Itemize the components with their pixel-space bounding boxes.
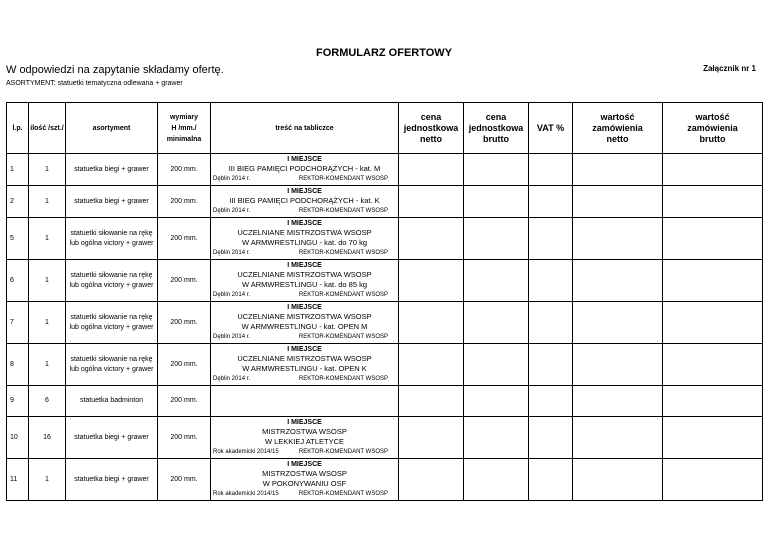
row-order-gross <box>663 218 763 260</box>
row-gross-price <box>464 344 529 386</box>
row-qty: 1 <box>29 154 66 186</box>
plate-content <box>211 344 398 385</box>
dim-header-line-3: minimalna <box>166 135 202 143</box>
plate-place-title: I MIEJSCE <box>287 220 322 227</box>
plate-place-date: Dęblin 2014 r. <box>213 334 251 340</box>
table-row <box>7 260 763 302</box>
plate-line: UCZELNIANE MISTRZOSTWA WSOSP <box>237 270 372 279</box>
plate-place-date: Dęblin 2014 r. <box>213 250 251 256</box>
row-vat <box>529 344 573 386</box>
plate-place-title: I MIEJSCE <box>287 346 322 353</box>
row-order-gross <box>663 344 763 386</box>
table-row <box>7 302 763 344</box>
col-order-net-header <box>573 103 663 154</box>
row-lp: 1 <box>7 154 29 186</box>
row-qty: 1 <box>29 302 66 344</box>
annex-label: Załącznik nr 1 <box>703 64 756 73</box>
plate-content <box>211 154 398 185</box>
row-item: statuetka biegi + grawer <box>66 459 158 501</box>
offer-table <box>6 102 763 501</box>
plate-signature: REKTOR-KOMENDANT WSOSP <box>298 376 388 382</box>
gross-price-line-1: cena <box>485 111 507 122</box>
plate-line: W ARMWRESTLINGU - kat. OPEN M <box>241 322 368 331</box>
row-qty: 1 <box>29 218 66 260</box>
col-net-price-header <box>399 103 464 154</box>
gross-price-line-2: jednostkowa <box>468 122 524 133</box>
net-price-line-2: jednostkowa <box>403 122 459 133</box>
plate <box>211 154 398 185</box>
row-order-net <box>573 344 663 386</box>
plate-footer <box>213 333 396 341</box>
table-header-row <box>7 103 763 154</box>
table-row <box>7 154 763 186</box>
row-lp: 2 <box>7 186 29 218</box>
row-gross-price <box>464 386 529 417</box>
plate <box>211 260 398 301</box>
row-dim: 200 mm. <box>158 302 211 344</box>
row-vat <box>529 260 573 302</box>
plate-line: UCZELNIANE MISTRZOSTWA WSOSP <box>237 228 372 237</box>
order-net-line-2: zamówienia <box>592 122 643 133</box>
row-gross-price <box>464 218 529 260</box>
row-item: statuetka biegi + grawer <box>66 186 158 218</box>
row-qty: 16 <box>29 417 66 459</box>
row-net-price <box>399 386 464 417</box>
row-qty: 1 <box>29 344 66 386</box>
plate-place-date: Dęblin 2014 r. <box>213 292 251 298</box>
plate <box>211 417 398 458</box>
row-item: statuetki siłowanie na rękę lub ogólna victory + grawer <box>66 302 158 344</box>
plate-signature: REKTOR-KOMENDANT WSOSP <box>298 334 388 340</box>
row-lp: 9 <box>7 386 29 417</box>
row-vat <box>529 417 573 459</box>
plate-footer <box>213 175 396 183</box>
row-item: statuetka biegi + grawer <box>66 154 158 186</box>
order-gross-line-1: wartość <box>695 111 730 122</box>
row-net-price <box>399 186 464 218</box>
row-net-price <box>399 344 464 386</box>
order-gross-line-2: zamówienia <box>687 122 738 133</box>
col-order-gross-header <box>663 103 763 154</box>
row-net-price <box>399 417 464 459</box>
plate-line: III BIEG PAMIĘCI PODCHORĄŻYCH - kat. K <box>229 196 380 205</box>
row-order-gross <box>663 154 763 186</box>
row-net-price <box>399 218 464 260</box>
row-order-net <box>573 302 663 344</box>
row-vat <box>529 302 573 344</box>
form-title: FORMULARZ OFERTOWY <box>315 47 453 59</box>
col-vat-header: VAT % <box>529 103 573 154</box>
row-order-net <box>573 260 663 302</box>
plate-signature: REKTOR-KOMENDANT WSOSP <box>298 208 388 214</box>
plate-place-date: Rok akademicki 2014/15 <box>213 491 279 497</box>
plate-line: W ARMWRESTLINGU - kat. do 70 kg <box>241 238 368 247</box>
plate-place-title: I MIEJSCE <box>287 419 322 426</box>
plate-place-date: Dęblin 2014 r. <box>213 208 251 214</box>
row-qty: 1 <box>29 260 66 302</box>
plate-content <box>211 186 398 217</box>
row-gross-price <box>464 459 529 501</box>
row-plate-text <box>211 459 399 501</box>
order-net-line-1: wartość <box>600 111 635 122</box>
row-vat <box>529 459 573 501</box>
row-vat <box>529 386 573 417</box>
plate <box>211 186 398 217</box>
row-plate-text <box>211 260 399 302</box>
row-plate-text <box>211 386 399 417</box>
row-net-price <box>399 459 464 501</box>
plate-place-title: I MIEJSCE <box>287 304 322 311</box>
row-lp: 11 <box>7 459 29 501</box>
plate-content <box>211 417 398 458</box>
col-lp-header: l.p. <box>7 103 29 154</box>
table-row <box>7 417 763 459</box>
plate-signature: REKTOR-KOMENDANT WSOSP <box>298 250 388 256</box>
plate-line: W LEKKIEJ ATLETYCE <box>264 437 345 446</box>
table-row <box>7 218 763 260</box>
net-price-line-3: netto <box>420 133 442 144</box>
plate-footer <box>213 375 396 383</box>
plate-signature: REKTOR-KOMENDANT WSOSP <box>298 449 388 455</box>
col-item-header: asortyment <box>66 103 158 154</box>
plate-line: W ARMWRESTLINGU - kat. do 85 kg <box>241 280 368 289</box>
row-vat <box>529 218 573 260</box>
plate-footer <box>213 207 396 215</box>
plate-line: W POKONYWANIU OSF <box>262 479 347 488</box>
order-net-line-3: netto <box>606 133 629 144</box>
dim-header-line-2: H /mm./ <box>171 124 197 132</box>
plate-line: UCZELNIANE MISTRZOSTWA WSOSP <box>237 312 372 321</box>
plate-place-title: I MIEJSCE <box>287 262 322 269</box>
row-plate-text <box>211 417 399 459</box>
row-order-gross <box>663 260 763 302</box>
row-order-net <box>573 218 663 260</box>
row-vat <box>529 154 573 186</box>
row-order-gross <box>663 459 763 501</box>
row-dim: 200 mm. <box>158 459 211 501</box>
row-item: statuetki siłowanie na rękę lub ogólna victory + grawer <box>66 218 158 260</box>
row-dim: 200 mm. <box>158 154 211 186</box>
row-qty: 1 <box>29 459 66 501</box>
net-price-line-1: cena <box>420 111 442 122</box>
row-gross-price <box>464 260 529 302</box>
row-plate-text <box>211 218 399 260</box>
row-plate-text <box>211 186 399 218</box>
plate-place-title: I MIEJSCE <box>287 156 322 163</box>
row-order-net <box>573 386 663 417</box>
plate-content <box>211 260 398 301</box>
row-item: statuetki siłowanie na rękę lub ogólna victory + grawer <box>66 344 158 386</box>
table-row <box>7 459 763 501</box>
row-plate-text <box>211 302 399 344</box>
row-net-price <box>399 302 464 344</box>
row-order-net <box>573 459 663 501</box>
row-lp: 5 <box>7 218 29 260</box>
plate-signature: REKTOR-KOMENDANT WSOSP <box>298 491 388 497</box>
plate-line: III BIEG PAMIĘCI PODCHORĄŻYCH - kat. M <box>228 164 381 173</box>
row-order-net <box>573 154 663 186</box>
plate-content <box>211 413 398 416</box>
plate-footer <box>213 448 396 456</box>
row-dim: 200 mm. <box>158 186 211 218</box>
row-order-gross <box>663 417 763 459</box>
plate <box>211 302 398 343</box>
row-order-net <box>573 186 663 218</box>
row-plate-text <box>211 154 399 186</box>
row-dim: 200 mm. <box>158 260 211 302</box>
row-lp: 6 <box>7 260 29 302</box>
row-item: statuetki siłowanie na rękę lub ogólna victory + grawer <box>66 260 158 302</box>
row-dim: 200 mm. <box>158 417 211 459</box>
plate-place-title: I MIEJSCE <box>287 188 322 195</box>
plate-place-title: I MIEJSCE <box>287 461 322 468</box>
plate-footer <box>213 291 396 299</box>
plate <box>211 459 398 500</box>
row-order-net <box>573 417 663 459</box>
plate-place-date: Rok akademicki 2014/15 <box>213 449 279 455</box>
dim-header-line-1: wymiary <box>169 113 199 121</box>
table-row <box>7 386 763 417</box>
plate-signature: REKTOR-KOMENDANT WSOSP <box>298 176 388 182</box>
plate <box>211 413 398 416</box>
row-vat <box>529 186 573 218</box>
row-dim: 200 mm. <box>158 218 211 260</box>
row-plate-text <box>211 344 399 386</box>
table-row <box>7 186 763 218</box>
plate-footer <box>213 249 396 257</box>
col-dim-header <box>158 103 211 154</box>
intro-text: W odpowiedzi na zapytanie składamy ofertę. <box>6 64 224 76</box>
row-gross-price <box>464 417 529 459</box>
row-gross-price <box>464 154 529 186</box>
plate-place-date: Dęblin 2014 r. <box>213 376 251 382</box>
plate-line: MISTRZOSTWA WSOSP <box>262 469 347 478</box>
plate-content <box>211 459 398 500</box>
row-net-price <box>399 154 464 186</box>
plate-footer <box>213 490 396 498</box>
row-dim: 200 mm. <box>158 386 211 417</box>
row-order-gross <box>663 186 763 218</box>
row-lp: 8 <box>7 344 29 386</box>
table-row <box>7 344 763 386</box>
row-net-price <box>399 260 464 302</box>
row-order-gross <box>663 302 763 344</box>
plate-content <box>211 302 398 343</box>
gross-price-line-3: brutto <box>483 133 509 144</box>
plate-place-date: Dęblin 2014 r. <box>213 176 251 182</box>
row-dim: 200 mm. <box>158 344 211 386</box>
row-lp: 7 <box>7 302 29 344</box>
row-qty: 1 <box>29 186 66 218</box>
plate <box>211 218 398 259</box>
row-order-gross <box>663 386 763 417</box>
plate-line: W ARMWRESTLINGU - kat. OPEN K <box>242 364 367 373</box>
plate-content <box>211 218 398 259</box>
plate-line: UCZELNIANE MISTRZOSTWA WSOSP <box>237 354 372 363</box>
col-text-header: treść na tabliczce <box>211 103 399 154</box>
row-item: statuetka biegi + grawer <box>66 417 158 459</box>
plate <box>211 344 398 385</box>
plate-signature: REKTOR-KOMENDANT WSOSP <box>298 292 388 298</box>
col-gross-price-header <box>464 103 529 154</box>
row-gross-price <box>464 186 529 218</box>
subject-line: ASORTYMENT: statuetki tematyczna odlewana + grawer <box>6 80 183 87</box>
plate-line: MISTRZOSTWA WSOSP <box>262 427 347 436</box>
row-item: statuetka badminton <box>66 386 158 417</box>
row-gross-price <box>464 302 529 344</box>
order-gross-line-3: brutto <box>699 133 726 144</box>
row-qty: 6 <box>29 386 66 417</box>
col-qty-header: ilość /szt./ <box>29 103 66 154</box>
row-lp: 10 <box>7 417 29 459</box>
